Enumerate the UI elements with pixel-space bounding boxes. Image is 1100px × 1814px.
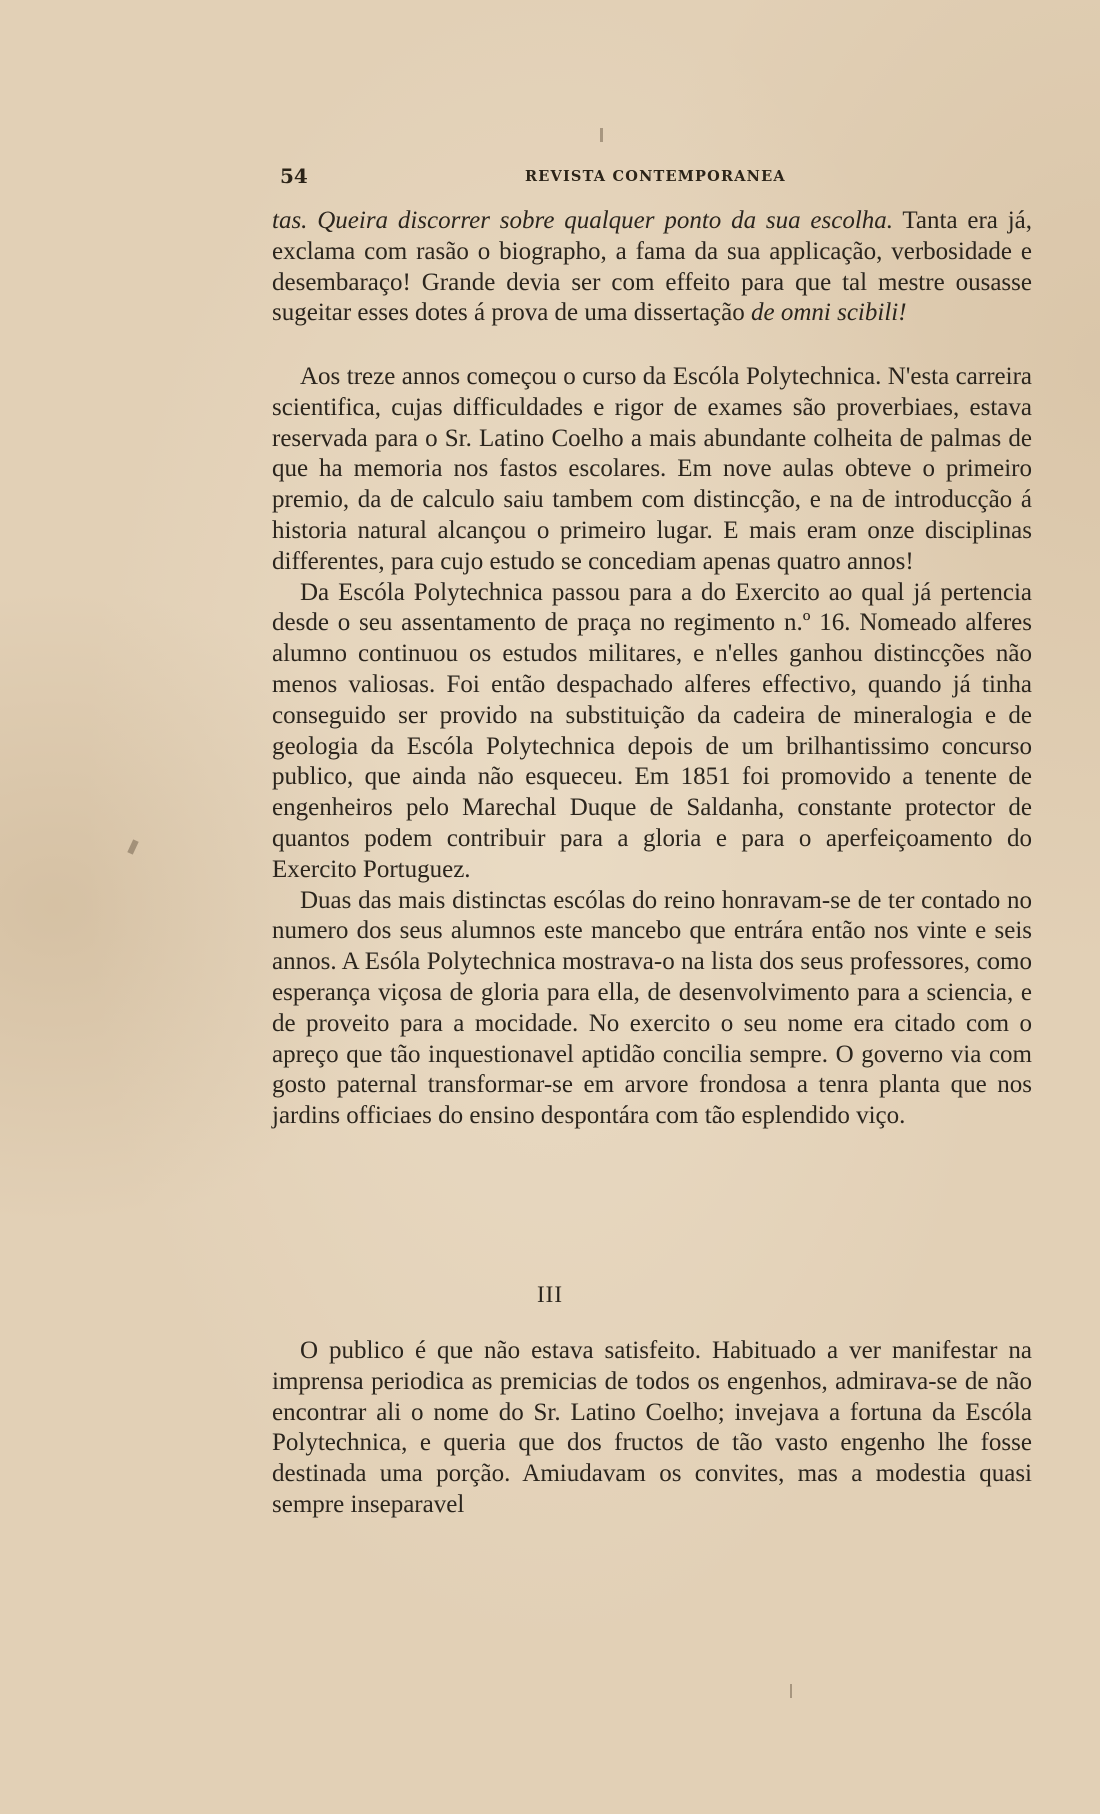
page-number: 54: [280, 164, 308, 188]
paragraph-continued: [272, 206, 1032, 329]
paragraph-exercito: Da Escóla Polytechnica passou para a do Exercito ao qual já pertencia desde o seu assentamento de praça no regimento n.º 16. Nomeado alferes alumno continuou os estudos militares, e n'elles ganhou distincções não menos valiosas. Foi então despachado alferes effectivo, quando já tinha conseguido ser provido na substituição da cadeira de mineralogia e de geologia da Escóla Polytechnica depois de um brilhantissimo concurso publico, que ainda não esqueceu. Em 1851 foi promovido a tenente de engenheiros pelo Marechal Duque de Saldanha, constante protector de quantos podem contribuir para a gloria e para o aperfeiçoamento do Exercito Portuguez.: [272, 578, 1032, 883]
ink-speck: [790, 1684, 792, 1698]
italic-phrase-end: de omni scibili!: [751, 299, 907, 327]
section-heading: III: [537, 1282, 563, 1307]
main-text-block: [272, 362, 1032, 1132]
section-text-block: [272, 1336, 1032, 1521]
ink-speck: [600, 128, 603, 142]
paragraph-publico: O publico é que não estava satisfeito. Habituado a ver manifestar na imprensa periodica as premicias de todos os engenhos, admirava-se de não encontrar ali o nome do Sr. Latino Coelho; invejava a fortuna da Escóla Polytechnica, e queria que dos fructos de tão vasto engenho lhe fosse destinada uma porção. Amiudavam os convites, mas a modestia quasi sempre inseparavel: [272, 1337, 1032, 1518]
italic-phrase-start: tas. Queira discorrer sobre qualquer ponto da sua escolha.: [272, 207, 894, 234]
running-title: REVISTA CONTEMPORANEA: [525, 168, 786, 185]
paragraph-escolas: Duas das mais distinctas escólas do reino honravam-se de ter contado no numero dos seus alumnos este mancebo que entrára então nos vinte e seis annos. A Esóla Polytechnica mostrava-o na lista dos seus professores, como esperança viçosa de gloria para ella, de desenvolvimento para a sciencia, e de proveito para a mocidade. No exercito o seu nome era citado com o apreço que tão inquestionavel aptidão concilia sempre. O governo via com gosto paternal transformar-se em arvore frondosa a tenra planta que nos jardins officiaes do ensino despontára com tão esplendido viço.: [272, 886, 1032, 1130]
paragraph-text: Tanta era já, exclama com rasão o biographo, a fama da sua applicação, verbosidade e desembaraço! Grande devia ser com effeito para que tal mestre ousasse sugeitar esses dotes á prova de uma dissertação: [272, 207, 1032, 327]
paragraph-polytechnica: Aos treze annos começou o curso da Escóla Polytechnica. N'esta carreira scientifica, cujas difficuldades e rigor de exames são proverbiaes, estava reservada para o Sr. Latino Coelho a mais abundante colheita de palmas de que ha memoria nos fastos escolares. Em nove aulas obteve o primeiro premio, da de calculo saiu tambem com distincção, e na de introducção á historia natural alcançou o primeiro lugar. E mais eram onze disciplinas differentes, para cujo estudo se concediam apenas quatro annos!: [272, 363, 1032, 575]
page-header: [280, 164, 800, 190]
